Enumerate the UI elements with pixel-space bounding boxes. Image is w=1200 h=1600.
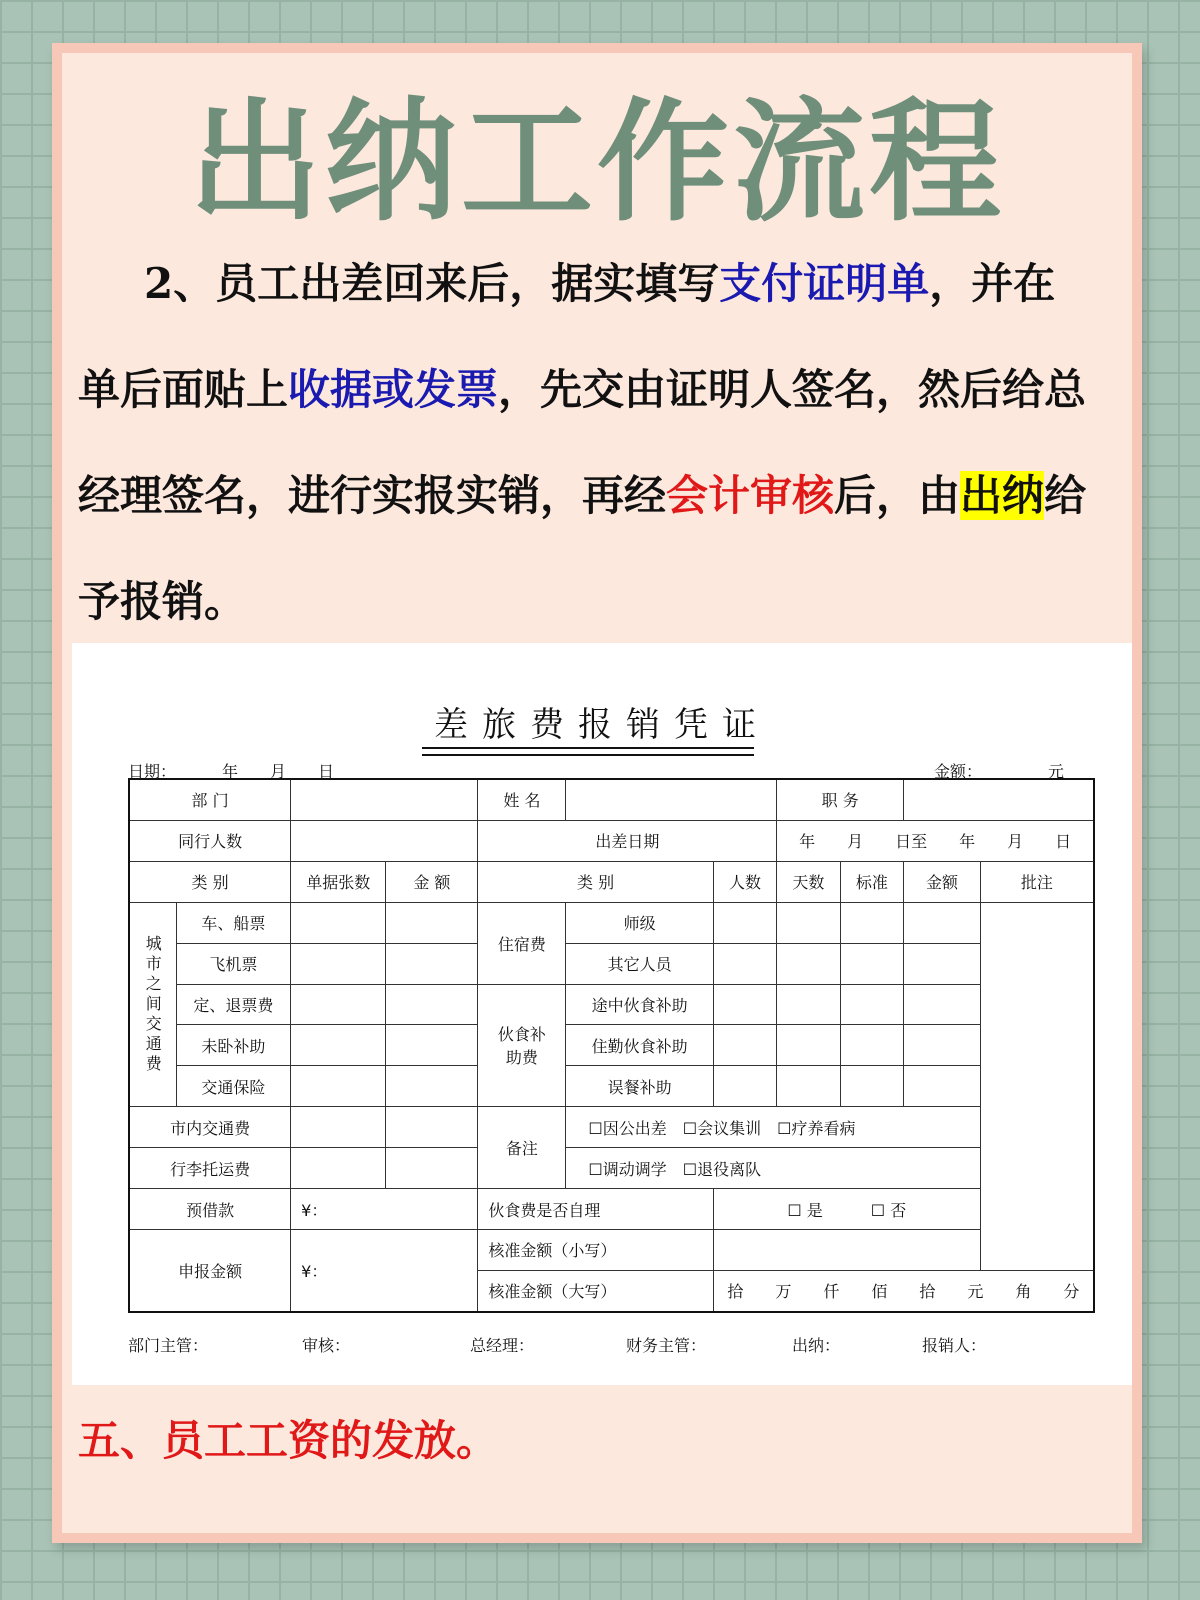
- para-receipt-invoice: 收据或发票: [288, 365, 499, 414]
- missed-meal-allowance: 误餐补助: [566, 1066, 713, 1107]
- dept-field[interactable]: [291, 779, 478, 820]
- approved-small-field[interactable]: [713, 1230, 1094, 1271]
- sig-dept-head: 部门主管：: [128, 1336, 209, 1355]
- self-meal-label: 伙食费是否自理: [478, 1189, 713, 1230]
- para-text-5: 给予报销。: [78, 471, 1087, 626]
- header-days: 天数: [777, 861, 840, 902]
- table-row: [129, 820, 1094, 861]
- table-row: [129, 1107, 1094, 1148]
- city-transport: 市内交通费: [129, 1107, 291, 1148]
- table-row: [129, 902, 1094, 943]
- title-double-underline: [422, 747, 754, 756]
- name-field[interactable]: [566, 779, 777, 820]
- cell[interactable]: [386, 902, 478, 943]
- cell[interactable]: [904, 984, 981, 1025]
- cell[interactable]: [386, 1025, 478, 1066]
- sig-audit: 审核：: [302, 1336, 351, 1355]
- sig-cashier: 出纳：: [792, 1336, 841, 1355]
- para-text-1: 2、员工出差回来后，据实填写: [144, 259, 720, 308]
- table-row: [129, 1148, 1094, 1189]
- lodging-label: 住宿费: [478, 902, 566, 984]
- sig-claimant: 报销人：: [922, 1336, 987, 1355]
- cell[interactable]: [291, 1148, 386, 1189]
- table-row: [129, 1230, 1094, 1271]
- para-payment-proof: 支付证明单: [719, 259, 930, 308]
- cell[interactable]: [840, 943, 903, 984]
- amount-label: 金额：: [934, 762, 983, 781]
- amount-unit: 元: [1048, 762, 1065, 781]
- header-approval: 批注: [980, 861, 1094, 902]
- self-meal-yes-no[interactable]: ☐ 是 ☐ 否: [713, 1189, 980, 1230]
- cell[interactable]: [291, 984, 386, 1025]
- advance-amount[interactable]: ¥：: [291, 1189, 478, 1230]
- cell[interactable]: [904, 902, 981, 943]
- date-ymd: 年 月 日: [222, 762, 335, 781]
- header-people: 人数: [713, 861, 776, 902]
- cell[interactable]: [386, 1066, 478, 1107]
- section-5-heading: 五、员工工资的发放。: [78, 1416, 499, 1465]
- intercity-transport-label: 城市之间交通费: [129, 902, 176, 1107]
- table-row: [129, 1066, 1094, 1107]
- header-amount: 金 额: [386, 861, 478, 902]
- approval-notes-field[interactable]: [980, 902, 1094, 1270]
- transport-insurance: 交通保险: [176, 1066, 291, 1107]
- expense-voucher-table: [128, 778, 1095, 1313]
- table-row: [129, 861, 1094, 902]
- cell[interactable]: [777, 1025, 840, 1066]
- table-row: [129, 1025, 1094, 1066]
- cell[interactable]: [386, 1107, 478, 1148]
- trip-reason-checkboxes-1[interactable]: ☐因公出差 ☐会议集训 ☐疗养看病: [566, 1107, 980, 1148]
- cell[interactable]: [713, 1066, 776, 1107]
- para-text-4: 后，由: [834, 471, 961, 520]
- table-row: [129, 984, 1094, 1025]
- declared-amount-label: 申报金额: [129, 1230, 291, 1313]
- header-category: 类 别: [129, 861, 291, 902]
- name-label: 姓 名: [478, 779, 566, 820]
- remarks-label: 备注: [478, 1107, 566, 1189]
- cell[interactable]: [713, 902, 776, 943]
- meal-on-stay: 住勤伙食补助: [566, 1025, 713, 1066]
- table-row: [129, 943, 1094, 984]
- cell[interactable]: [840, 1066, 903, 1107]
- header-standard: 标准: [840, 861, 903, 902]
- cell[interactable]: [291, 943, 386, 984]
- para-text-2: ，并在单后面贴上: [78, 259, 1056, 414]
- lodging-others: 其它人员: [566, 943, 713, 984]
- approved-big-label: 核准金额（大写）: [478, 1270, 713, 1312]
- cell[interactable]: [904, 943, 981, 984]
- position-field[interactable]: [904, 779, 1094, 820]
- cell[interactable]: [713, 984, 776, 1025]
- cell[interactable]: [713, 1025, 776, 1066]
- cell[interactable]: [386, 1148, 478, 1189]
- trip-reason-checkboxes-2[interactable]: ☐调动调学 ☐退役离队: [566, 1148, 980, 1189]
- cell[interactable]: [904, 1066, 981, 1107]
- cell[interactable]: [386, 943, 478, 984]
- cell[interactable]: [840, 902, 903, 943]
- no-sleeper-allowance: 未卧补助: [176, 1025, 291, 1066]
- flight-ticket: 飞机票: [176, 943, 291, 984]
- header-category-2: 类 别: [478, 861, 713, 902]
- trip-dates-label: 出差日期: [478, 820, 777, 861]
- advance-label: 预借款: [129, 1189, 291, 1230]
- approved-big-units[interactable]: 拾 万 仟 佰 拾 元 角 分: [713, 1270, 1094, 1312]
- approved-small-label: 核准金额（小写）: [478, 1230, 713, 1271]
- cell[interactable]: [291, 902, 386, 943]
- para-cashier-highlight: 出纳: [960, 471, 1045, 520]
- lodging-teacher: 师级: [566, 902, 713, 943]
- date-label: 日期：: [128, 762, 177, 781]
- table-row: [129, 779, 1094, 820]
- sig-finance-head: 财务主管：: [626, 1336, 707, 1355]
- trip-date-range[interactable]: 年 月 日至 年 月 日: [777, 820, 1094, 861]
- para-accounting-review: 会计审核: [666, 471, 835, 520]
- para-text-3: ，先交由证明人签名，然后给总经理签名，进行实报实销，再经: [78, 365, 1087, 520]
- cell[interactable]: [904, 1025, 981, 1066]
- cell[interactable]: [777, 984, 840, 1025]
- header-receipts: 单据张数: [291, 861, 386, 902]
- cell[interactable]: [777, 902, 840, 943]
- meal-allowance-label: 伙食补助费: [478, 984, 566, 1107]
- card-inner: [62, 53, 1132, 1533]
- car-ship-ticket: 车、船票: [176, 902, 291, 943]
- meal-on-trip: 途中伙食补助: [566, 984, 713, 1025]
- content-card: [52, 43, 1142, 1543]
- procedure-paragraph: [78, 231, 1090, 655]
- cell[interactable]: [840, 1025, 903, 1066]
- cell[interactable]: [291, 1025, 386, 1066]
- cell[interactable]: [291, 1107, 386, 1148]
- header-amount-2: 金额: [904, 861, 981, 902]
- table-row: [129, 1189, 1094, 1230]
- luggage-fee: 行李托运费: [129, 1148, 291, 1189]
- cell[interactable]: [777, 943, 840, 984]
- dept-label: 部 门: [129, 779, 291, 820]
- companions-label: 同行人数: [129, 820, 291, 861]
- form-title: 差旅费报销凭证: [434, 705, 770, 745]
- sig-general-manager: 总经理：: [470, 1336, 535, 1355]
- page-title: 出纳工作流程: [189, 86, 1005, 240]
- declared-amount[interactable]: ¥：: [291, 1230, 478, 1313]
- cell[interactable]: [386, 984, 478, 1025]
- cell[interactable]: [777, 1066, 840, 1107]
- booking-fee: 定、退票费: [176, 984, 291, 1025]
- cell[interactable]: [291, 1066, 386, 1107]
- companions-field[interactable]: [291, 820, 478, 861]
- position-label: 职 务: [777, 779, 904, 820]
- cell[interactable]: [713, 943, 776, 984]
- cell[interactable]: [840, 984, 903, 1025]
- expense-form-image: [72, 643, 1132, 1385]
